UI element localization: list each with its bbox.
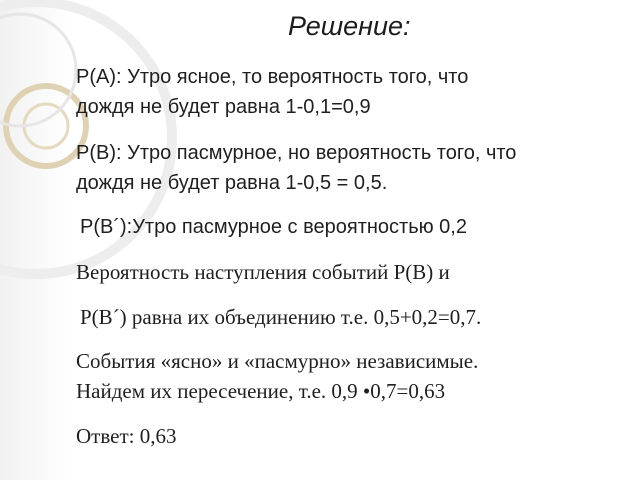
solution-paragraph-3 [80,212,467,242]
solution-paragraph-5 [80,302,481,332]
text-line: События «ясно» и «пасмурно» независимые. [76,349,479,373]
text-line: дождя не будет равна 1-0,5 = 0,5. [76,172,388,194]
text-line: Р(В): Утро пасмурное, но вероятность того, что [76,142,517,164]
left-gradient-strip [0,0,70,480]
solution-paragraph-4 [76,257,450,287]
text-line: дождя не будет равна 1-0,1=0,9 [76,96,371,118]
text-line: Р(А): Утро ясное, то вероятность того, что [76,66,469,88]
solution-paragraph-2 [76,138,516,198]
answer-line [76,421,176,451]
slide-title: Решение: [288,11,411,41]
text-line: Р(В´):Утро пасмурное с вероятностью 0,2 [80,216,467,238]
text-line: Найдем их пересечение, т.е. 0,9 •0,7=0,63 [76,379,446,403]
text-line: Ответ: 0,63 [76,424,177,448]
text-line: Р(В´) равна их объединению т.е. 0,5+0,2=0,7. [80,305,482,329]
solution-paragraph-1 [76,62,468,122]
solution-paragraph-6 [76,346,478,406]
text-line: Вероятность наступления событий Р(В) и [76,260,450,284]
